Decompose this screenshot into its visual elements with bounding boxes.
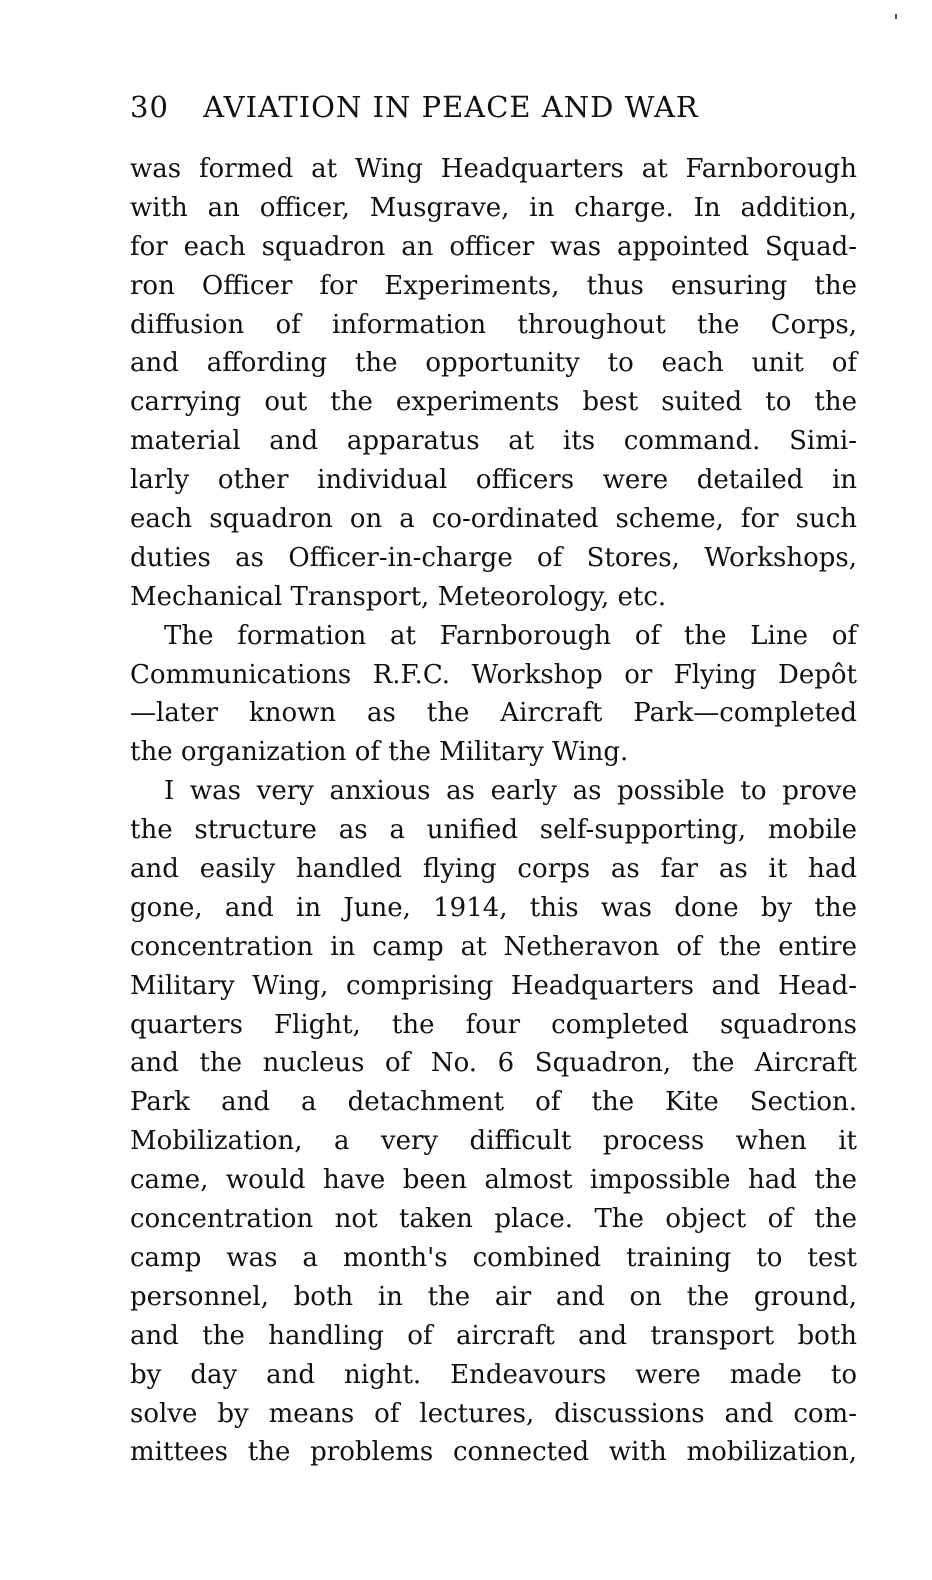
text-line: solve by means of lectures, discussions and com- (130, 1398, 857, 1429)
body-text (130, 150, 857, 1472)
text-line: quarters Flight, the four completed squadrons (130, 1009, 857, 1040)
text-line: Military Wing, comprising Headquarters and Head- (130, 970, 857, 1001)
text-line: and the nucleus of No. 6 Squadron, the Aircraft (130, 1048, 857, 1079)
text-line: and easily handled flying corps as far as it had (130, 854, 857, 885)
page-number: 30 (130, 90, 169, 124)
text-line: Mobilization, a very difficult process when it (130, 1126, 857, 1157)
text-line: with an officer, Musgrave, in charge. In addition, (130, 192, 857, 223)
text-line: camp was a month's combined training to test (130, 1242, 857, 1273)
text-line: —later known as the Aircraft Park—completed (130, 698, 857, 729)
text-line: was formed at Wing Headquarters at Farnborough (130, 154, 857, 184)
text-line: and affording the opportunity to each unit of (130, 348, 857, 379)
text-line: concentration in camp at Netheravon of the entire (130, 931, 857, 962)
text-line: personnel, both in the air and on the ground, (130, 1281, 857, 1312)
text-line: gone, and in June, 1914, this was done by the (130, 892, 857, 923)
text-line: the structure as a unified self-supporting, mobile (130, 815, 857, 846)
running-title: AVIATION IN PEACE AND WAR (203, 90, 699, 124)
text-line: each squadron on a co-ordinated scheme, for such (130, 504, 857, 535)
text-line: mittees the problems connected with mobilization, (130, 1437, 857, 1468)
text-line: and the handling of aircraft and transport both (130, 1320, 857, 1351)
text-line: Park and a detachment of the Kite Section. (130, 1087, 857, 1118)
text-line: duties as Officer-in-charge of Stores, Workshops, (130, 542, 857, 573)
text-line: by day and night. Endeavours were made to (130, 1359, 857, 1390)
text-line: larly other individual officers were detailed in (130, 465, 857, 496)
text-line: material and apparatus at its command. Simi- (130, 426, 857, 457)
running-head (130, 90, 850, 124)
text-line: diffusion of information throughout the Corps, (130, 309, 857, 340)
paragraph-start-line: The formation at Farnborough of the Line of (164, 620, 857, 651)
text-line: ron Officer for Experiments, thus ensuring the (130, 270, 857, 301)
scan-speck (895, 14, 897, 19)
paragraph-start-line: I was very anxious as early as possible to prove (164, 776, 857, 807)
paragraph-end-line: Mechanical Transport, Meteorology, etc. (130, 581, 667, 612)
text-line: came, would have been almost impossible had the (130, 1165, 857, 1196)
text-line: for each squadron an officer was appointed Squad- (130, 231, 857, 262)
paragraph-end-line: the organization of the Military Wing. (130, 737, 629, 768)
text-line: carrying out the experiments best suited to the (130, 387, 857, 418)
text-line: concentration not taken place. The object of the (130, 1204, 857, 1235)
text-line: Communications R.F.C. Workshop or Flying Depôt (130, 659, 857, 690)
